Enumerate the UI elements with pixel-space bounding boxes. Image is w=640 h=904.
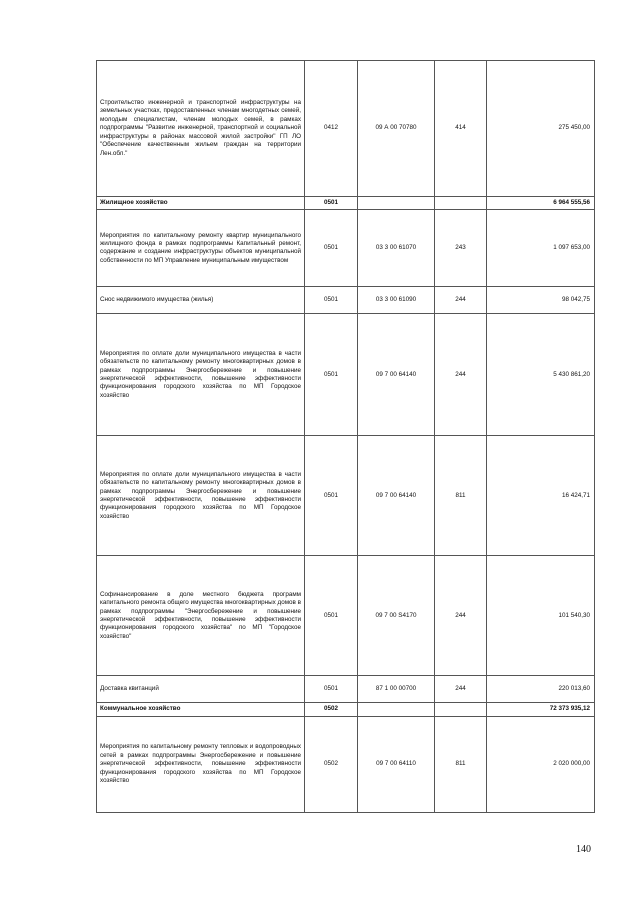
table-row: [97, 716, 595, 812]
row-expense-kind: 414: [435, 61, 487, 197]
row-amount: 98 042,75: [487, 287, 595, 314]
row-section-code: 0501: [305, 314, 358, 436]
row-target-code: 87 1 00 00700: [358, 676, 435, 703]
row-target-code: [358, 197, 435, 210]
row-description: Мероприятия по капитальному ремонту тепловых и водопроводных сетей в рамках подпрограммы Энергосбережение и повышение энергетической эффективности, повышение эффективности функционирования городского хозяйства по МП Городское хозяйство: [97, 716, 305, 812]
row-description: Коммунальное хозяйство: [97, 703, 305, 716]
table-row-section: [97, 703, 595, 716]
row-target-code: 09 7 00 S4170: [358, 556, 435, 676]
row-description: Снос недвижимого имущества (жилья): [97, 287, 305, 314]
row-expense-kind: [435, 197, 487, 210]
table-row: [97, 287, 595, 314]
table-row: [97, 436, 595, 556]
row-section-code: 0501: [305, 556, 358, 676]
row-section-code: 0501: [305, 197, 358, 210]
row-amount: 1 097 653,00: [487, 210, 595, 287]
table-row: [97, 314, 595, 436]
row-section-code: 0501: [305, 287, 358, 314]
row-amount: 72 373 935,12: [487, 703, 595, 716]
row-description: Мероприятия по капитальному ремонту квартир муниципального жилищного фонда в рамках подпрограммы Капитальный ремонт, содержание и создание инфраструктуры объектов муниципальной собственности по МП Управление муниципальным имуществом: [97, 210, 305, 287]
row-amount: 275 450,00: [487, 61, 595, 197]
row-target-code: 03 3 00 61090: [358, 287, 435, 314]
row-expense-kind: [435, 703, 487, 716]
row-expense-kind: 811: [435, 716, 487, 812]
row-expense-kind: 244: [435, 556, 487, 676]
budget-table: [96, 60, 595, 813]
row-section-code: 0501: [305, 676, 358, 703]
row-amount: 101 540,30: [487, 556, 595, 676]
row-description: Строительство инженерной и транспортной инфраструктуры на земельных участках, предоставленных членам многодетных семей, молодым специалистам, членам молодых семей, в рамках подпрограммы "Развитие инженерной, транспортной и социальной инфраструктуры в районах массовой жилой застройки" ГП ЛО "Обеспечение качественным жильем граждан на территории Лен.обл.": [97, 61, 305, 197]
row-section-code: 0501: [305, 210, 358, 287]
row-expense-kind: 811: [435, 436, 487, 556]
row-target-code: 03 3 00 61070: [358, 210, 435, 287]
table-row-section: [97, 197, 595, 210]
row-target-code: 09 7 00 64140: [358, 314, 435, 436]
table-row: [97, 61, 595, 197]
row-description: Софинансирование в доле местного бюджета программ капитального ремонта общего имущества многоквартирных домов в рамках подпрограммы "Энергосбережение и повышение энергетической эффективности, повышение эффективности функционирования городского хозяйства" по МП "Городское хозяйство": [97, 556, 305, 676]
row-amount: 16 424,71: [487, 436, 595, 556]
table-row: [97, 556, 595, 676]
page-number: 140: [576, 844, 591, 855]
row-expense-kind: 244: [435, 676, 487, 703]
table-row: [97, 676, 595, 703]
row-section-code: 0412: [305, 61, 358, 197]
row-description: Доставка квитанций: [97, 676, 305, 703]
row-section-code: 0502: [305, 716, 358, 812]
row-target-code: 09 А 00 70780: [358, 61, 435, 197]
row-expense-kind: 244: [435, 287, 487, 314]
row-amount: 220 013,60: [487, 676, 595, 703]
row-target-code: [358, 703, 435, 716]
table-row: [97, 210, 595, 287]
row-description: Мероприятия по оплате доли муниципального имущества в части обязательств по капитальному ремонту многоквартирных домов в рамках подпрограммы Энергосбережение и повышение энергетической эффективности, повышение эффективности функционирования городского хозяйства по МП Городское хозяйство: [97, 436, 305, 556]
row-amount: 5 430 861,20: [487, 314, 595, 436]
row-target-code: 09 7 00 64140: [358, 436, 435, 556]
row-description: Мероприятия по оплате доли муниципального имущества в части обязательств по капитальному ремонту многоквартирных домов в рамках подпрограммы Энергосбережение и повышение энергетической эффективности, повышение эффективности функционирования городского хозяйства по МП Городское хозяйство: [97, 314, 305, 436]
row-section-code: 0502: [305, 703, 358, 716]
row-section-code: 0501: [305, 436, 358, 556]
row-amount: 2 020 000,00: [487, 716, 595, 812]
row-expense-kind: 243: [435, 210, 487, 287]
row-expense-kind: 244: [435, 314, 487, 436]
row-amount: 6 964 555,56: [487, 197, 595, 210]
row-target-code: 09 7 00 64110: [358, 716, 435, 812]
row-description: Жилищное хозяйство: [97, 197, 305, 210]
